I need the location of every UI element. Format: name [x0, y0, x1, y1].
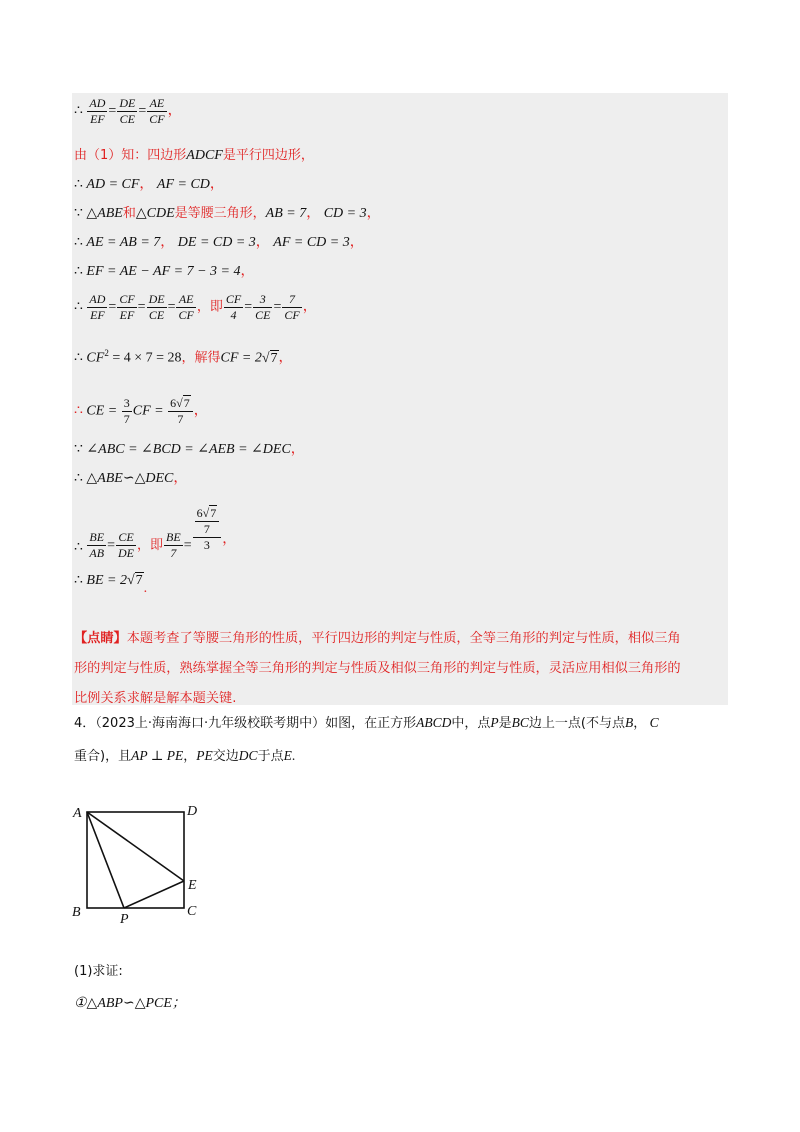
square-abcd — [87, 812, 184, 908]
square-figure — [66, 796, 216, 926]
segment-ae — [87, 812, 184, 881]
angles-line: ∵ ∠ABC = ∠BCD = ∠AEB = ∠DEC， — [74, 442, 305, 457]
ce-line: ∴ CE = $\frac{3}{7}$ CF = $\frac{6√7}{7}$ ， — [74, 396, 208, 426]
label-b: B — [72, 905, 81, 920]
label-c: C — [187, 904, 197, 919]
segment-pe — [124, 881, 184, 908]
question-1: (1)求证: — [74, 964, 123, 979]
isosceles-line: ∵ △ABE和△CDE是等腰三角形，AB = 7， CD = 3， — [74, 206, 381, 221]
label-p: P — [120, 912, 129, 926]
question-1a: ①△ABP∽△PCE； — [74, 996, 186, 1011]
label-a: A — [73, 806, 82, 821]
ratio-line-1: ∴ $\frac{AD}{EF}$ = $\frac{DE}{CE}$ = $\frac{AE}{CF}$ ， — [74, 96, 182, 126]
parallelogram-line: 由（1）知：四边形ADCF是平行四边形， — [74, 148, 314, 163]
cf-square-line: ∴ $CF^2 = 4 \times 7 = 28$，解得CF = 2√7， — [74, 348, 293, 366]
problem-statement-line-2: 重合)，且AP ⊥ PE，PE交边DC于点E. — [74, 748, 296, 764]
segment-ap — [87, 812, 124, 908]
equal-sides-line: ∴ AD = CF， AF = CD， — [74, 177, 224, 192]
key-point-note: 【点睛】本题考查了等腰三角形的性质，平行四边形的判定与性质，全等三角形的判定与性质，相似三角 形的判定与性质，熟练掌握全等三角形的判定与性质及相似三角形的判定与性质，灵活应用相似三角形的 比例关系求解是解本题关键. — [74, 631, 681, 706]
be-proportion-line: ∴ $\frac{BE}{AB}$ = $\frac{CE}{DE}$ ，即 $\frac{BE}{7}$ = $\frac{\frac{6√7}{7}}{3}$ ， — [74, 506, 237, 560]
label-d: D — [187, 804, 198, 819]
ef-line: ∴ EF = AE − AF = 7 − 3 = 4， — [74, 264, 255, 279]
be-result-line: ∴ BE = 2√7. — [74, 573, 148, 596]
problem-statement: 4．（2023上·海南海口·九年级校联考期中）如图，在正方形ABCD中，点P是BC边上一点(不与点B， C — [74, 715, 659, 731]
proportion-line: ∴ $\frac{AD}{EF}$ = $\frac{CF}{EF}$ = $\frac{DE}{CE}$ = $\frac{AE}{CF}$ ，即 $\frac{CF}{4}$ = $\frac{3}{CE}$ = $\frac{7}{CF}$ ， — [74, 292, 317, 322]
label-e: E — [188, 878, 197, 893]
similar-line: ∴ △ABE∽△DEC， — [74, 471, 188, 486]
lengths-line: ∴ AE = AB = 7， DE = CD = 3， AF = CD = 3， — [74, 235, 364, 250]
